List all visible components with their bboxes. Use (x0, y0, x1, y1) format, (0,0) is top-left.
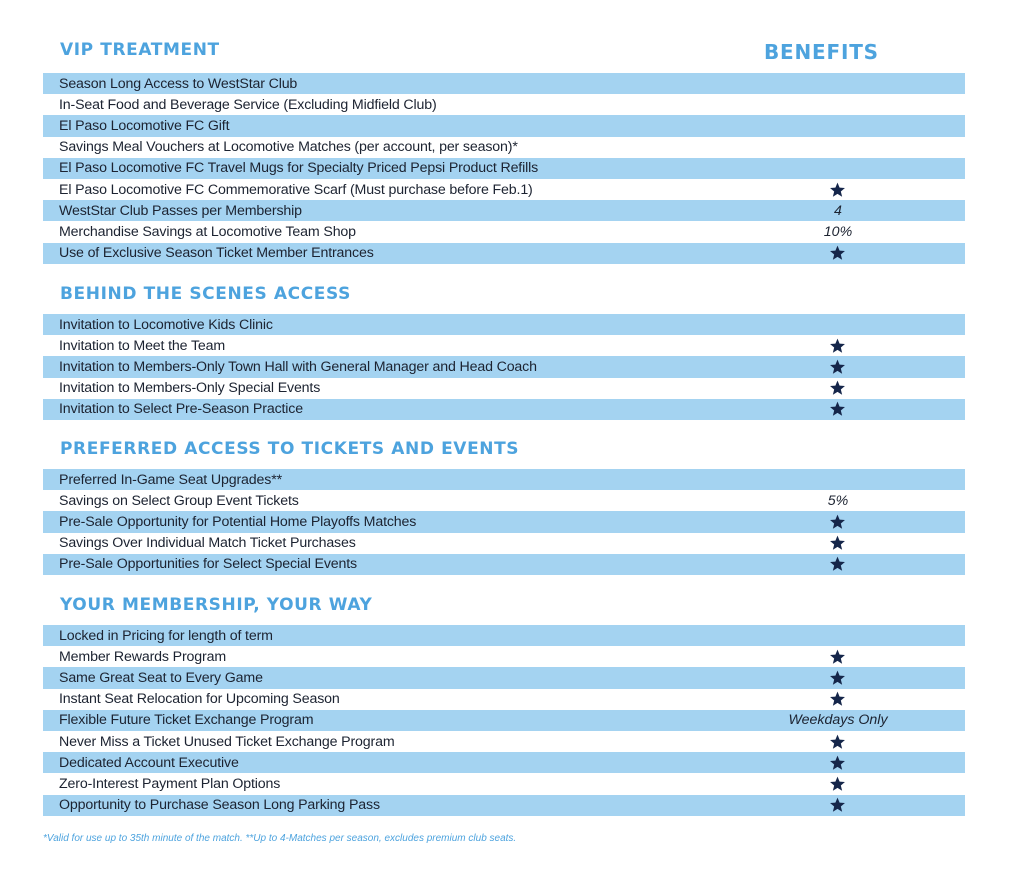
benefit-row (43, 314, 965, 335)
benefit-row-label: In-Seat Food and Beverage Service (Excluding Midfield Club) (59, 96, 437, 113)
star-icon (829, 513, 846, 530)
benefit-row-label: El Paso Locomotive FC Travel Mugs for Specialty Priced Pepsi Product Refills (59, 160, 539, 177)
star-icon (829, 401, 846, 418)
star-icon (829, 754, 846, 771)
benefit-row-label: Instant Seat Relocation for Upcoming Season (59, 691, 340, 708)
benefit-row-label: El Paso Locomotive FC Gift (59, 117, 230, 134)
benefit-row (43, 243, 965, 264)
benefit-row-label: Invitation to Meet the Team (59, 337, 226, 354)
section-rows-behind-the-scenes (43, 314, 965, 420)
section-title-behind-the-scenes: BEHIND THE SCENES ACCESS (60, 284, 351, 304)
benefit-row-value: 4 (834, 202, 842, 219)
star-icon (829, 797, 846, 814)
benefit-row (43, 378, 965, 399)
benefit-row-value: 10% (823, 223, 853, 240)
benefit-row-label: Dedicated Account Executive (59, 754, 239, 771)
star-icon (829, 358, 846, 375)
benefit-row-label: Use of Exclusive Season Ticket Member Entrances (59, 245, 374, 262)
benefit-row-label: Savings Meal Vouchers at Locomotive Matches (per account, per season)* (59, 139, 518, 156)
benefit-row-label: Zero-Interest Payment Plan Options (59, 775, 281, 792)
benefit-row (43, 773, 965, 794)
benefit-row-label: Savings on Select Group Event Tickets (59, 492, 299, 509)
benefit-row (43, 625, 965, 646)
benefit-row (43, 200, 965, 221)
benefit-row-label: Preferred In-Game Seat Upgrades** (59, 471, 282, 488)
star-icon (829, 775, 846, 792)
benefit-row-label: Pre-Sale Opportunities for Select Special Events (59, 556, 357, 573)
benefit-row (43, 667, 965, 688)
star-icon (829, 337, 846, 354)
benefit-row (43, 469, 965, 490)
benefit-row (43, 533, 965, 554)
benefit-row (43, 490, 965, 511)
star-icon (829, 669, 846, 686)
benefit-row-label: Opportunity to Purchase Season Long Parking Pass (59, 797, 380, 814)
star-icon (829, 733, 846, 750)
benefit-row-label: WestStar Club Passes per Membership (59, 202, 302, 219)
benefit-row (43, 710, 965, 731)
star-icon (829, 535, 846, 552)
benefit-row-label: Never Miss a Ticket Unused Ticket Exchange Program (59, 733, 395, 750)
benefit-row (43, 73, 965, 94)
section-title-your-membership: YOUR MEMBERSHIP, YOUR WAY (60, 595, 373, 615)
benefit-row-label: Locked in Pricing for length of term (59, 627, 273, 644)
benefits-heading: BENEFITS (764, 40, 879, 64)
benefit-row-value: 5% (827, 492, 849, 509)
benefit-row-label: Invitation to Locomotive Kids Clinic (59, 316, 273, 333)
benefit-row (43, 689, 965, 710)
benefit-row-label: Same Great Seat to Every Game (59, 669, 263, 686)
benefit-row (43, 115, 965, 136)
benefit-row-label: Invitation to Members-Only Town Hall with General Manager and Head Coach (59, 358, 537, 375)
benefit-row (43, 221, 965, 242)
star-icon (829, 556, 846, 573)
benefit-row-value: Weekdays Only (788, 712, 888, 729)
footnote: *Valid for use up to 35th minute of the match. **Up to 4-Matches per season, excludes premium club seats. (43, 833, 517, 844)
benefit-row (43, 179, 965, 200)
benefit-row (43, 646, 965, 667)
benefit-row-label: Savings Over Individual Match Ticket Purchases (59, 535, 356, 552)
section-rows-preferred-access (43, 469, 965, 575)
benefit-row-label: Invitation to Select Pre-Season Practice (59, 401, 303, 418)
star-icon (829, 380, 846, 397)
benefit-row (43, 554, 965, 575)
benefit-row (43, 752, 965, 773)
benefit-row (43, 511, 965, 532)
benefit-row-label: Season Long Access to WestStar Club (59, 75, 298, 92)
star-icon (829, 245, 846, 262)
benefit-row (43, 399, 965, 420)
section-title-vip-treatment: VIP TREATMENT (60, 40, 220, 60)
benefit-row (43, 795, 965, 816)
benefit-row-label: Member Rewards Program (59, 648, 226, 665)
section-title-preferred-access: PREFERRED ACCESS TO TICKETS AND EVENTS (60, 439, 520, 459)
benefit-row (43, 356, 965, 377)
benefit-row-label: Pre-Sale Opportunity for Potential Home Playoffs Matches (59, 513, 417, 530)
benefit-row-label: Merchandise Savings at Locomotive Team Shop (59, 223, 356, 240)
benefit-row (43, 94, 965, 115)
benefit-row (43, 335, 965, 356)
star-icon (829, 648, 846, 665)
benefit-row (43, 731, 965, 752)
star-icon (829, 691, 846, 708)
section-rows-your-membership (43, 625, 965, 816)
section-rows-vip-treatment (43, 73, 965, 264)
star-icon (829, 181, 846, 198)
benefit-row-label: Flexible Future Ticket Exchange Program (59, 712, 314, 729)
benefit-row-label: El Paso Locomotive FC Commemorative Scarf (Must purchase before Feb.1) (59, 181, 533, 198)
benefit-row (43, 137, 965, 158)
benefit-row (43, 158, 965, 179)
benefit-row-label: Invitation to Members-Only Special Events (59, 380, 321, 397)
